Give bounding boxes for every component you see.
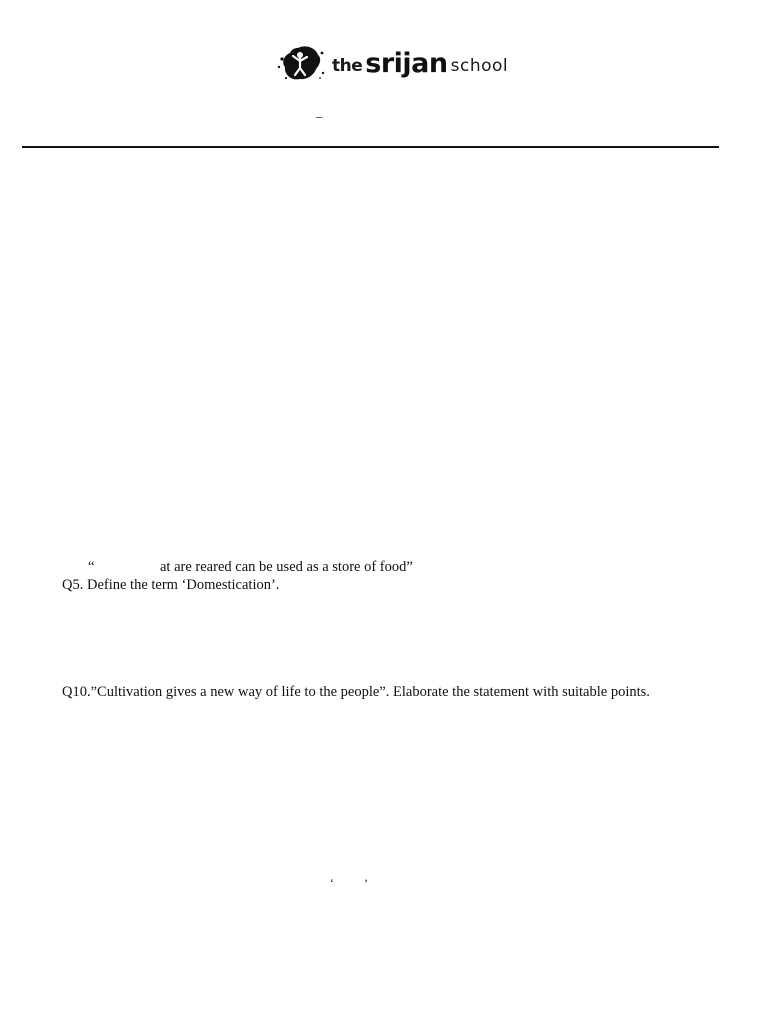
question-5: Q5. Define the term ‘Domestication’. bbox=[62, 577, 280, 593]
header-dash: _ bbox=[316, 104, 323, 119]
logo-text-the: the bbox=[332, 56, 363, 76]
school-logo bbox=[276, 44, 508, 84]
partial-question-text: at are reared can be used as a store of food” bbox=[160, 559, 413, 575]
stray-close-quote: ’ bbox=[364, 876, 368, 890]
header-divider bbox=[22, 146, 719, 148]
logo-text-srijan: srijan bbox=[365, 47, 448, 79]
stray-open-quote: ‘ bbox=[330, 876, 334, 890]
partial-open-quote: “ bbox=[88, 559, 95, 575]
splash-figure-logo-icon bbox=[276, 45, 326, 83]
logo-text-school: school bbox=[450, 56, 509, 76]
question-10: Q10.”Cultivation gives a new way of life to the people”. Elaborate the statement with suitable points. bbox=[62, 684, 650, 700]
